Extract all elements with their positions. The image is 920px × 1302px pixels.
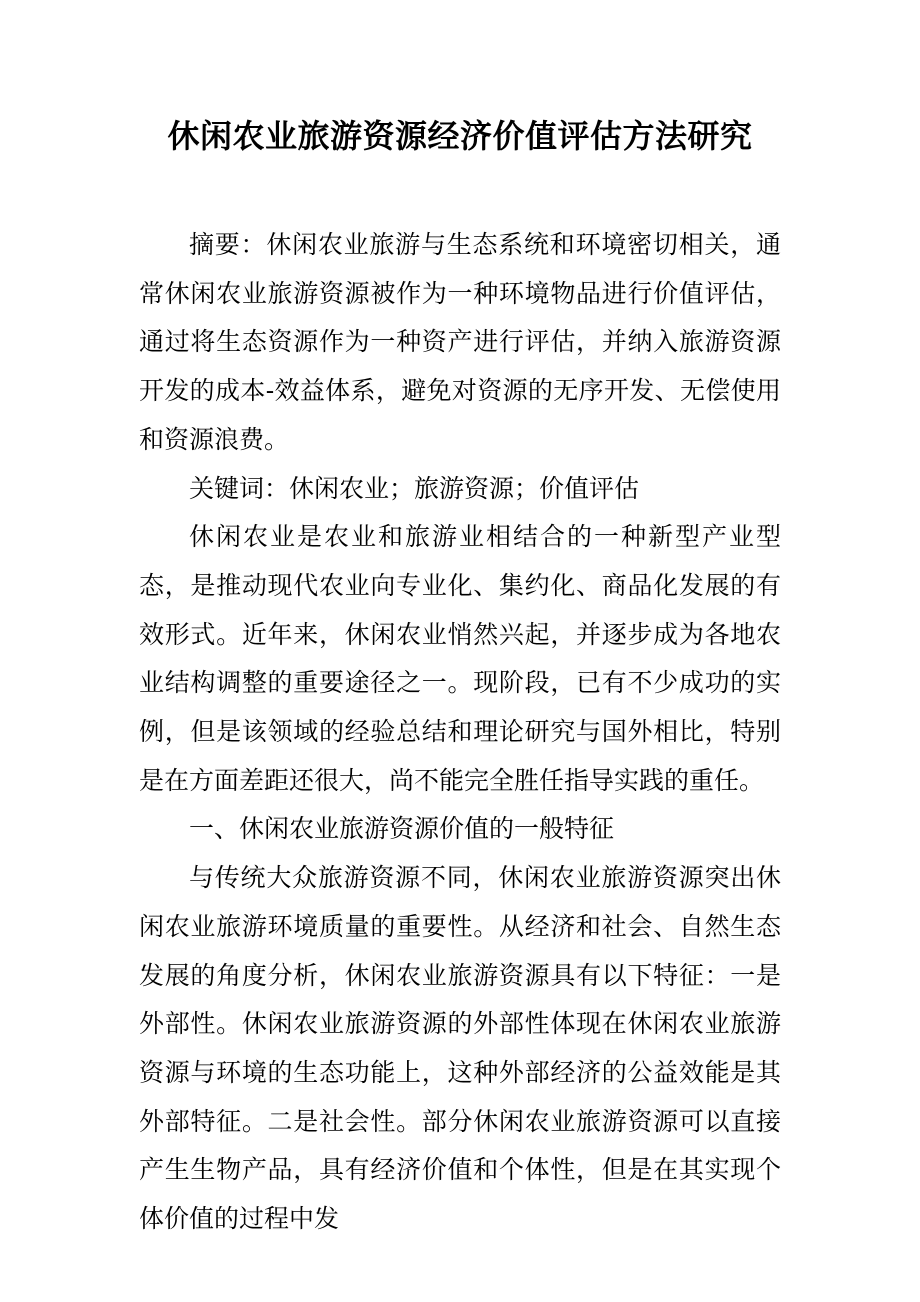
section-paragraph: 与传统大众旅游资源不同，休闲农业旅游资源突出休闲农业旅游环境质量的重要性。从经济和社会、自然生态发展的角度分析，休闲农业旅游资源具有以下特征：一是外部性。休闲农业旅游资源的外部性体现在休闲农业旅游资源与环境的生态功能上，这种外部经济的公益效能是其外部特征。二是社会性。部分休闲农业旅游资源可以直接产生生物产品，具有经济价值和个体性，但是在其实现个体价值的过程中发	[139, 863, 781, 1234]
section-heading: 一、休闲农业旅游资源价值的一般特征	[189, 814, 615, 844]
abstract-paragraph: 摘要：休闲农业旅游与生态系统和环境密切相关，通常休闲农业旅游资源被作为一种环境物品进行价值评估，通过将生态资源作为一种资产进行评估，并纳入旅游资源开发的成本-效益体系，避免对资源的无序开发、无偿使用和资源浪费。	[139, 230, 781, 454]
document-title: 休闲农业旅游资源经济价值评估方法研究	[167, 117, 753, 155]
intro-paragraph: 休闲农业是农业和旅游业相结合的一种新型产业型态，是推动现代农业向专业化、集约化、商品化发展的有效形式。近年来，休闲农业悄然兴起，并逐步成为各地农业结构调整的重要途径之一。现阶段，已有不少成功的实例，但是该领域的经验总结和理论研究与国外相比，特别是在方面差距还很大，尚不能完全胜任指导实践的重任。	[139, 522, 781, 795]
keywords-paragraph: 关键词：休闲农业；旅游资源；价值评估	[189, 473, 640, 503]
document-body	[139, 221, 781, 1244]
